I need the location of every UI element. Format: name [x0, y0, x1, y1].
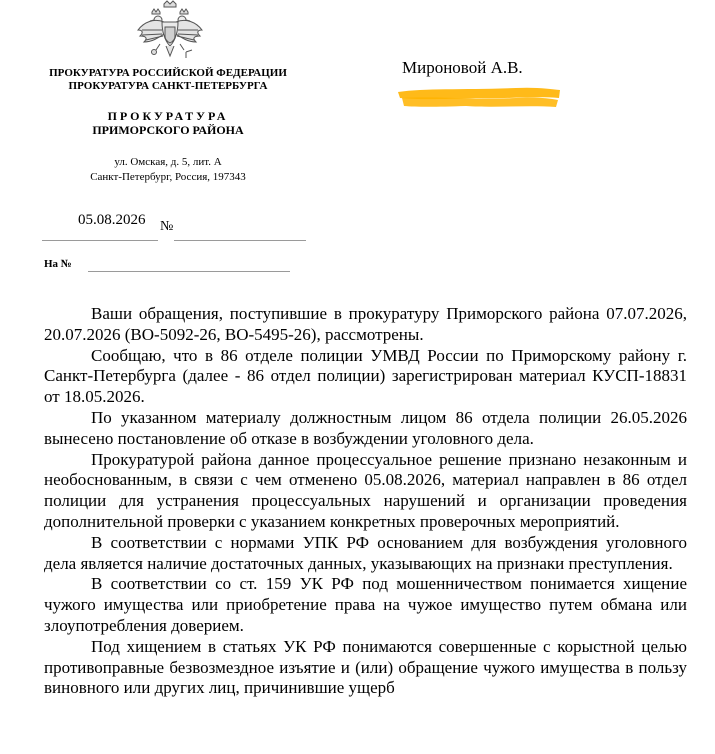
date-underline [42, 240, 158, 241]
body-paragraph: Прокуратурой района данное процессуальное решение признано незаконным и необоснованным, в связи с чем отменено 05.08.2026, материал направлен в 86 отдел полиции для устранения процессуальных нарушений и организации проведения дополнительной проверки с указанием конкретных проверочных мероприятий. [44, 449, 687, 531]
org-line-2: ПРОКУРАТУРА САНКТ-ПЕТЕРБУРГА [68, 80, 268, 92]
body-paragraph: Сообщаю, что в 86 отделе полиции УМВД России по Приморскому району г. Санкт-Петербурга (далее - 86 отдел полиции) зарегистрирован материал КУСП-18831 от 18.05.2026. [44, 345, 687, 407]
double-headed-eagle-icon [134, 0, 206, 62]
org-line-1: ПРОКУРАТУРА РОССИЙСКОЙ ФЕДЕРАЦИИ [49, 67, 287, 79]
number-underline [174, 240, 306, 241]
body-paragraph: Ваши обращения, поступившие в прокуратуру Приморского района 07.07.2026, 20.07.2026 (ВО-5092-26, ВО-5495-26), рассмотрены. [44, 304, 687, 344]
body-paragraph: В соответствии с нормами УПК РФ основанием для возбуждения уголовного дела является наличие достаточных данных, указывающих на признаки преступления. [44, 532, 687, 573]
body-paragraph: Под хищением в статьях УК РФ понимаются совершенные с корыстной целью противоправные безвозмездное изъятие и (или) обращение чужого имущества в пользу виновного или других лиц, причинившие ущерб [44, 636, 687, 698]
body-paragraph: В соответствии со ст. 159 УК РФ под мошенничеством понимается хищение чужого имущества или приобретение права на чужое имущество путем обмана или злоупотребления доверием. [44, 574, 687, 635]
document-number-sign: № [160, 219, 174, 234]
letter-body [44, 304, 687, 699]
reply-to-underline [88, 271, 290, 272]
redaction-mark [396, 86, 562, 108]
recipient-name: Мироновой А.В. [402, 58, 523, 77]
address-line-2: Санкт-Петербург, Россия, 197343 [90, 171, 246, 183]
body-paragraph: По указанном материалу должностным лицом 86 отдела полиции 26.05.2026 вынесено постановление об отказе в возбуждении уголовного дела. [44, 407, 687, 448]
document-date: 05.08.2026 [78, 212, 146, 228]
office-name-line-1: ПРОКУРАТУРА [107, 109, 229, 123]
address-line-1: ул. Омская, д. 5, лит. А [114, 156, 222, 168]
reply-to-label: На № [44, 258, 72, 270]
office-name-line-2: ПРИМОРСКОГО РАЙОНА [92, 123, 244, 137]
